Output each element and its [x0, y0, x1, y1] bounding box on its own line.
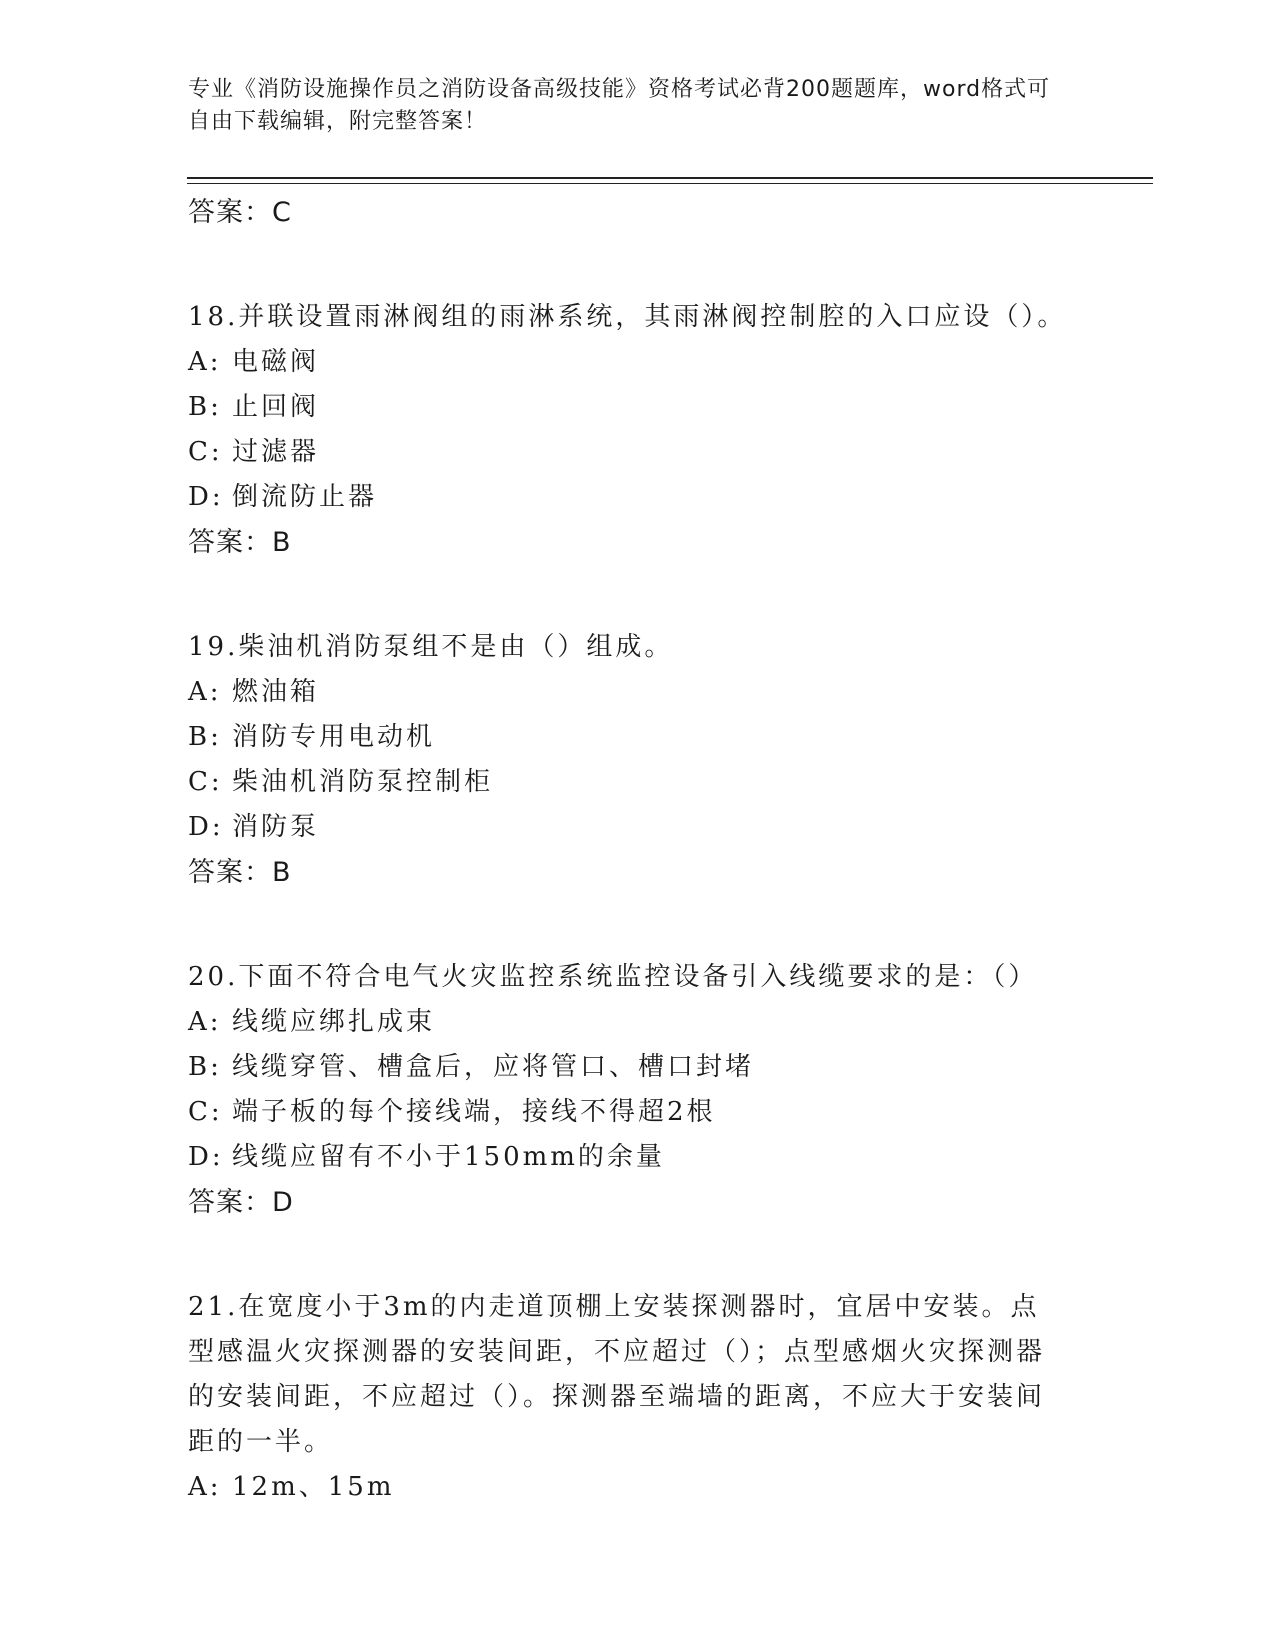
question-stem: 20.下面不符合电气火灾监控系统监控设备引入线缆要求的是：（） [188, 962, 1038, 992]
question-18 [188, 295, 1068, 565]
question-21 [188, 1285, 1068, 1510]
option-c [188, 1090, 1068, 1135]
answer: 答案：B [188, 857, 292, 888]
option-text: 过滤器 [232, 437, 320, 467]
option-text: 燃油箱 [232, 677, 320, 707]
option-letter: C: [188, 1097, 223, 1127]
option-d [188, 1135, 1068, 1180]
option-letter: D: [188, 1142, 224, 1172]
option-c [188, 430, 1068, 475]
option-letter: A: [188, 347, 222, 377]
question-stem: 21.在宽度小于3m的内走道顶棚上安装探测器时，宜居中安装。点型感温火灾探测器的安装间距，不应超过（）；点型感烟火灾探测器的安装间距，不应超过（）。探测器至端墙的距离，不应大于安装间距的一半。 [188, 1292, 1046, 1457]
option-text: 线缆穿管、槽盒后，应将管口、槽口封堵 [232, 1052, 755, 1082]
option-text: 消防泵 [232, 812, 320, 842]
answer: 答案：D [188, 1187, 294, 1218]
option-d [188, 475, 1068, 520]
option-d [188, 805, 1068, 850]
option-text: 12m、15m [232, 1472, 395, 1502]
header-rule-thin [187, 183, 1153, 184]
option-letter: A: [188, 1007, 222, 1037]
option-a [188, 1465, 1068, 1510]
option-letter: D: [188, 812, 224, 842]
document-body [188, 190, 1068, 1510]
question-stem: 18.并联设置雨淋阀组的雨淋系统，其雨淋阀控制腔的入口应设（）。 [188, 302, 1067, 332]
option-text: 线缆应留有不小于150mm的余量 [232, 1142, 665, 1172]
option-b [188, 1045, 1068, 1090]
option-text: 电磁阀 [232, 347, 320, 377]
option-letter: C: [188, 767, 223, 797]
question-stem: 19.柴油机消防泵组不是由（）组成。 [188, 632, 674, 662]
option-text: 止回阀 [232, 392, 320, 422]
option-b [188, 385, 1068, 430]
question-19 [188, 625, 1068, 895]
option-c [188, 760, 1068, 805]
option-b [188, 715, 1068, 760]
question-20 [188, 955, 1068, 1225]
answer: 答案：B [188, 527, 292, 558]
option-letter: B: [188, 392, 222, 422]
header-rule-thick [187, 177, 1153, 179]
option-letter: A: [188, 1472, 222, 1502]
option-a [188, 670, 1068, 715]
document-header: 专业《消防设施操作员之消防设备高级技能》资格考试必背200题题库，word格式可自由下载编辑，附完整答案！ [188, 77, 1051, 134]
option-text: 消防专用电动机 [232, 722, 436, 752]
option-letter: B: [188, 1052, 222, 1082]
option-text: 柴油机消防泵控制柜 [232, 767, 494, 797]
option-letter: D: [188, 482, 224, 512]
previous-answer: 答案：C [188, 197, 292, 228]
option-text: 倒流防止器 [232, 482, 378, 512]
option-a [188, 1000, 1068, 1045]
option-letter: A: [188, 677, 222, 707]
option-letter: B: [188, 722, 222, 752]
option-letter: C: [188, 437, 223, 467]
option-a [188, 340, 1068, 385]
option-text: 线缆应绑扎成束 [232, 1007, 436, 1037]
option-text: 端子板的每个接线端，接线不得超2根 [232, 1097, 716, 1127]
